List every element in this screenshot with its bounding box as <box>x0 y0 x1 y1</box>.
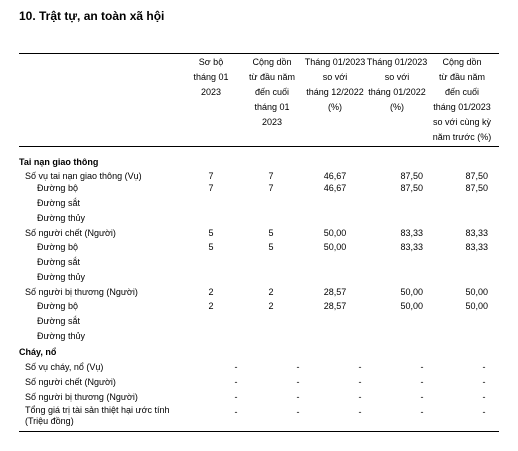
table-bottom-rule <box>19 431 499 432</box>
table-row: Đường sắt <box>37 257 80 267</box>
header-vs-same-month: Tháng 01/2023 so với tháng 01/2022 (%) <box>366 57 428 112</box>
table-row: Đường bộ 2 2 28,57 50,00 50,00 <box>37 301 488 311</box>
page-title: 10. Trật tự, an toàn xã hội <box>19 9 165 23</box>
table-row: Đường sắt <box>37 198 80 208</box>
table-row: Số vụ tai nạn giao thông (Vụ) 7 7 46,67 87,50 87,50 <box>25 171 488 181</box>
header-preliminary: Sơ bộ tháng 01 2023 <box>193 57 229 97</box>
table-row: - - - - - <box>234 407 486 417</box>
header-vs-prev-month: Tháng 01/2023 so với tháng 12/2022 (%) <box>304 57 366 112</box>
table-row-label: Tổng giá trị tài sản thiệt hại ước tính (Triệu đồng) <box>25 405 170 426</box>
table-row: Đường thủy <box>37 331 85 341</box>
table-row: Số người bị thương (Người) 2 2 28,57 50,00 50,00 <box>25 287 488 297</box>
table-row: Số người bị thương (Người) - - - - - <box>25 392 486 402</box>
header-bottom-rule <box>19 146 499 147</box>
table-row: Đường bộ 7 7 46,67 87,50 87,50 <box>37 183 488 193</box>
table-row: Đường thủy <box>37 272 85 282</box>
section-heading-traffic: Tai nạn giao thông <box>19 157 99 167</box>
table-row: Đường thủy <box>37 213 85 223</box>
table-row: Đường bộ 5 5 50,00 83,33 83,33 <box>37 242 488 252</box>
table-row: Số người chết (Người) - - - - - <box>25 377 486 387</box>
section-heading-fire: Cháy, nổ <box>19 347 57 357</box>
header-cumulative: Cộng dồn từ đầu năm đến cuối tháng 01 2023 <box>248 57 296 127</box>
table-row: Đường sắt <box>37 316 80 326</box>
table-row: Số người chết (Người) 5 5 50,00 83,33 83,33 <box>25 228 488 238</box>
table-row: Số vụ cháy, nổ (Vụ) - - - - - <box>25 362 486 372</box>
header-cumulative-vs-last-year: Cộng dồn từ đầu năm đến cuối tháng 01/2023 so với cùng kỳ năm trước (%) <box>432 57 492 142</box>
table-top-rule <box>19 53 499 54</box>
